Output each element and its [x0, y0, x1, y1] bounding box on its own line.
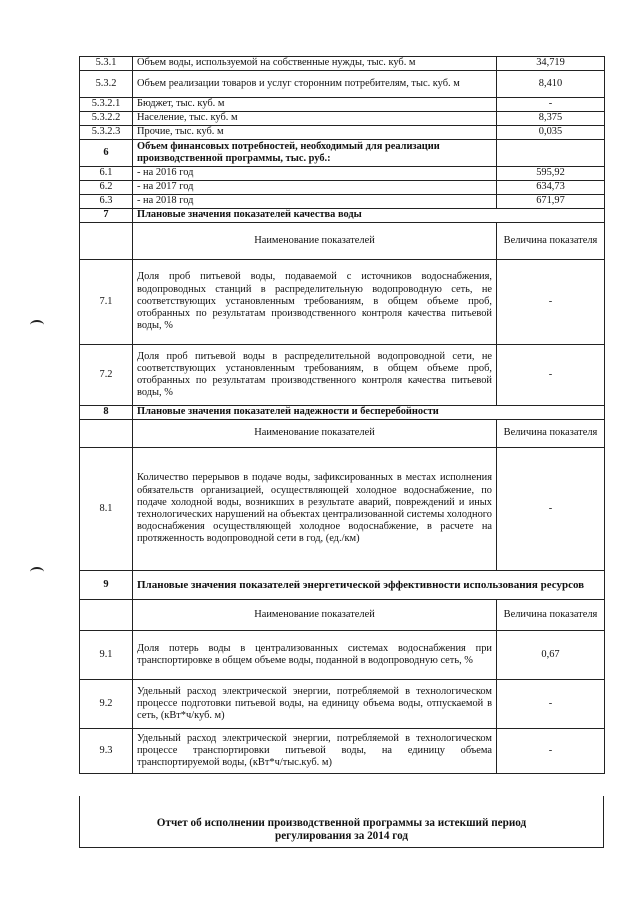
row-number: 5.3.2: [80, 71, 133, 98]
production-program-table: [79, 56, 604, 774]
indicator-value: -: [497, 260, 605, 345]
indicator-number: 8.1: [80, 448, 133, 571]
row-number: 5.3.2.2: [80, 112, 133, 126]
table-row: [80, 112, 605, 126]
indicator-row: [80, 631, 605, 680]
indicator-number: 7.1: [80, 260, 133, 345]
column-header-name: Наименование показателей: [133, 600, 497, 631]
row-name: Объем финансовых потребностей, необходимый для реализации производственной программы, тыс. руб.:: [133, 140, 497, 167]
column-header-name: Наименование показателей: [133, 223, 497, 260]
table-row: [80, 140, 605, 167]
row-number: 5.3.1: [80, 57, 133, 71]
table-row: [80, 181, 605, 195]
indicator-number: 9.2: [80, 680, 133, 729]
column-header-value: Величина показателя: [497, 420, 605, 448]
indicator-value: -: [497, 345, 605, 406]
row-name: - на 2016 год: [133, 167, 497, 181]
section-number: 7: [80, 209, 133, 223]
row-name: Прочие, тыс. куб. м: [133, 126, 497, 140]
indicator-number: 7.2: [80, 345, 133, 406]
indicator-number: 9.3: [80, 729, 133, 774]
row-number: 5.3.2.3: [80, 126, 133, 140]
table-row: [80, 57, 605, 71]
column-header-name: Наименование показателей: [133, 420, 497, 448]
indicator-row: [80, 448, 605, 571]
indicator-value: -: [497, 680, 605, 729]
table-row: [80, 126, 605, 140]
column-header-row: [80, 600, 605, 631]
row-number: 6.2: [80, 181, 133, 195]
punch-hole-mark-bottom: [30, 567, 44, 577]
indicator-value: -: [497, 729, 605, 774]
section-number: 9: [80, 571, 133, 600]
indicator-name: Доля потерь воды в централизованных системах водоснабжения при транспортировке в общем объеме воды, поданной в водопроводную сеть, %: [133, 631, 497, 680]
indicator-row: [80, 260, 605, 345]
indicator-name: Доля проб питьевой воды, подаваемой с источников водоснабжения, водопроводных станций в распределительную водопроводную сеть, не соответствующих установленным требованиям, в общем объеме проб, отобранных по результатам производственного контроля качества питьевой воды, %: [133, 260, 497, 345]
row-name: Бюджет, тыс. куб. м: [133, 98, 497, 112]
indicator-row: [80, 680, 605, 729]
row-value: [497, 140, 605, 167]
indicator-number: 9.1: [80, 631, 133, 680]
row-value: -: [497, 98, 605, 112]
section-row-8: [80, 406, 605, 420]
row-value: 34,719: [497, 57, 605, 71]
row-number: 6.3: [80, 195, 133, 209]
row-value: 8,375: [497, 112, 605, 126]
section-number: 8: [80, 406, 133, 420]
section-row-7: [80, 209, 605, 223]
row-value: 8,410: [497, 71, 605, 98]
indicator-name: Удельный расход электрической энергии, потребляемой в технологическом процессе транспортировки питьевой воды, на единицу объема транспортируемой воды, (кВт*ч/тыс.куб. м): [133, 729, 497, 774]
row-value: 634,73: [497, 181, 605, 195]
row-value: 0,035: [497, 126, 605, 140]
section-title: Плановые значения показателей качества воды: [133, 209, 605, 223]
report-title: Отчет об исполнении производственной программы за истекший период регулирования за 2014 год: [156, 817, 527, 842]
section-title: Плановые значения показателей энергетической эффективности использования ресурсов: [133, 571, 605, 600]
row-name: Население, тыс. куб. м: [133, 112, 497, 126]
table-row: [80, 71, 605, 98]
column-header-value: Величина показателя: [497, 223, 605, 260]
section-row-9: [80, 571, 605, 600]
indicator-row: [80, 729, 605, 774]
indicator-name: Количество перерывов в подаче воды, зафиксированных в местах исполнения обязательств организацией, осуществляющей холодное водоснабжение, по подаче холодной воды, возникших в результате аварий, повреждений и иных технологических нарушений на объектах централизованной системы холодного водоснабжения осуществляющей холодное водоснабжение, в расчете на протяженность водопроводной сети в год, (ед./км): [133, 448, 497, 571]
indicator-value: 0,67: [497, 631, 605, 680]
row-name: - на 2018 год: [133, 195, 497, 209]
row-value: 595,92: [497, 167, 605, 181]
column-header-row: [80, 420, 605, 448]
report-title-box: [79, 796, 604, 848]
punch-hole-mark-top: [30, 320, 44, 330]
row-number: 6: [80, 140, 133, 167]
indicator-row: [80, 345, 605, 406]
row-number: 6.1: [80, 167, 133, 181]
row-number: 5.3.2.1: [80, 98, 133, 112]
column-header-row: [80, 223, 605, 260]
column-header-value: Величина показателя: [497, 600, 605, 631]
table-row: [80, 167, 605, 181]
row-name: Объем реализации товаров и услуг сторонним потребителям, тыс. куб. м: [133, 71, 497, 98]
indicator-name: Доля проб питьевой воды в распределительной водопроводной сети, не соответствующих установленным требованиям, в общем объеме проб, отобранных по результатам производственного контроля качества питьевой воды, %: [133, 345, 497, 406]
indicator-name: Удельный расход электрической энергии, потребляемой в технологическом процессе подготовки питьевой воды, на единицу объема воды, отпускаемой в сеть, (кВт*ч/куб. м): [133, 680, 497, 729]
row-value: 671,97: [497, 195, 605, 209]
table-row: [80, 98, 605, 112]
row-name: - на 2017 год: [133, 181, 497, 195]
row-name: Объем воды, используемой на собственные нужды, тыс. куб. м: [133, 57, 497, 71]
indicator-value: -: [497, 448, 605, 571]
section-title: Плановые значения показателей надежности и бесперебойности: [133, 406, 605, 420]
table-row: [80, 195, 605, 209]
